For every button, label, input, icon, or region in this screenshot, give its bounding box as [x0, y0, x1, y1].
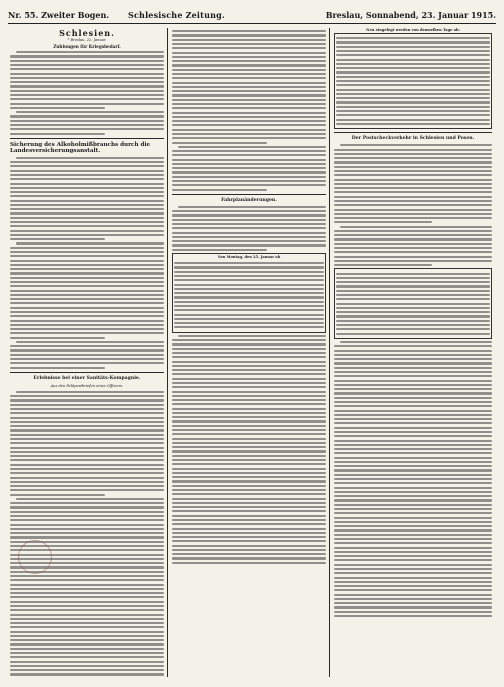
divider [10, 372, 164, 373]
timetable-body [174, 262, 324, 328]
newspaper-title: Schlesische Zeitung. [128, 10, 225, 20]
column-3 [334, 28, 492, 677]
section-heading: Schlesien. [59, 28, 115, 38]
divider [334, 132, 492, 133]
dateline: * Breslau, 22. Januar. [67, 38, 107, 42]
column-rule [167, 28, 168, 677]
timetable-continued [334, 33, 492, 129]
timetable-title: Von Montag, den 25. Januar ab [217, 254, 281, 259]
masthead [8, 10, 496, 24]
article-heading: Fahrplanänderungen. [221, 197, 277, 203]
article-body [10, 391, 164, 676]
divider [172, 194, 326, 195]
timetable-notice: Neu eingelegt werden von demselben Tage ab: [366, 28, 460, 32]
article-body [334, 144, 492, 266]
article-body [10, 157, 164, 369]
issue-number: Nr. 55. Zweiter Bogen. [8, 10, 110, 20]
article-heading: Sicherung des Alkoholmißbrauchs durch die Landesversicherungsanstalt. [10, 141, 151, 155]
issue-date: Breslau, Sonnabend, 23. Januar 1915. [325, 10, 496, 20]
column-2 [172, 28, 326, 677]
statistics-table-body [336, 273, 490, 335]
library-stamp [18, 540, 52, 574]
timetable-body [336, 37, 490, 125]
column-1 [10, 28, 164, 677]
article-heading: Zuhlungen für Kriegsbedarf. [53, 44, 121, 49]
timetable [172, 253, 326, 333]
article-body [172, 206, 326, 251]
article-body [172, 335, 326, 564]
article-body [10, 51, 164, 134]
statistics-table [334, 268, 492, 338]
article-heading: Der Postscheckverkehr in Schlesien und Posen. [351, 136, 475, 142]
article-body [172, 30, 326, 191]
divider [10, 138, 164, 139]
article-heading: Erlebnisse bei einer Sanitäts-Kompagnie. [33, 375, 141, 381]
article-body [334, 341, 492, 617]
article-subheading: Aus den Feldpostbriefen eines Offiziers. [50, 383, 124, 388]
column-rule [329, 28, 330, 677]
